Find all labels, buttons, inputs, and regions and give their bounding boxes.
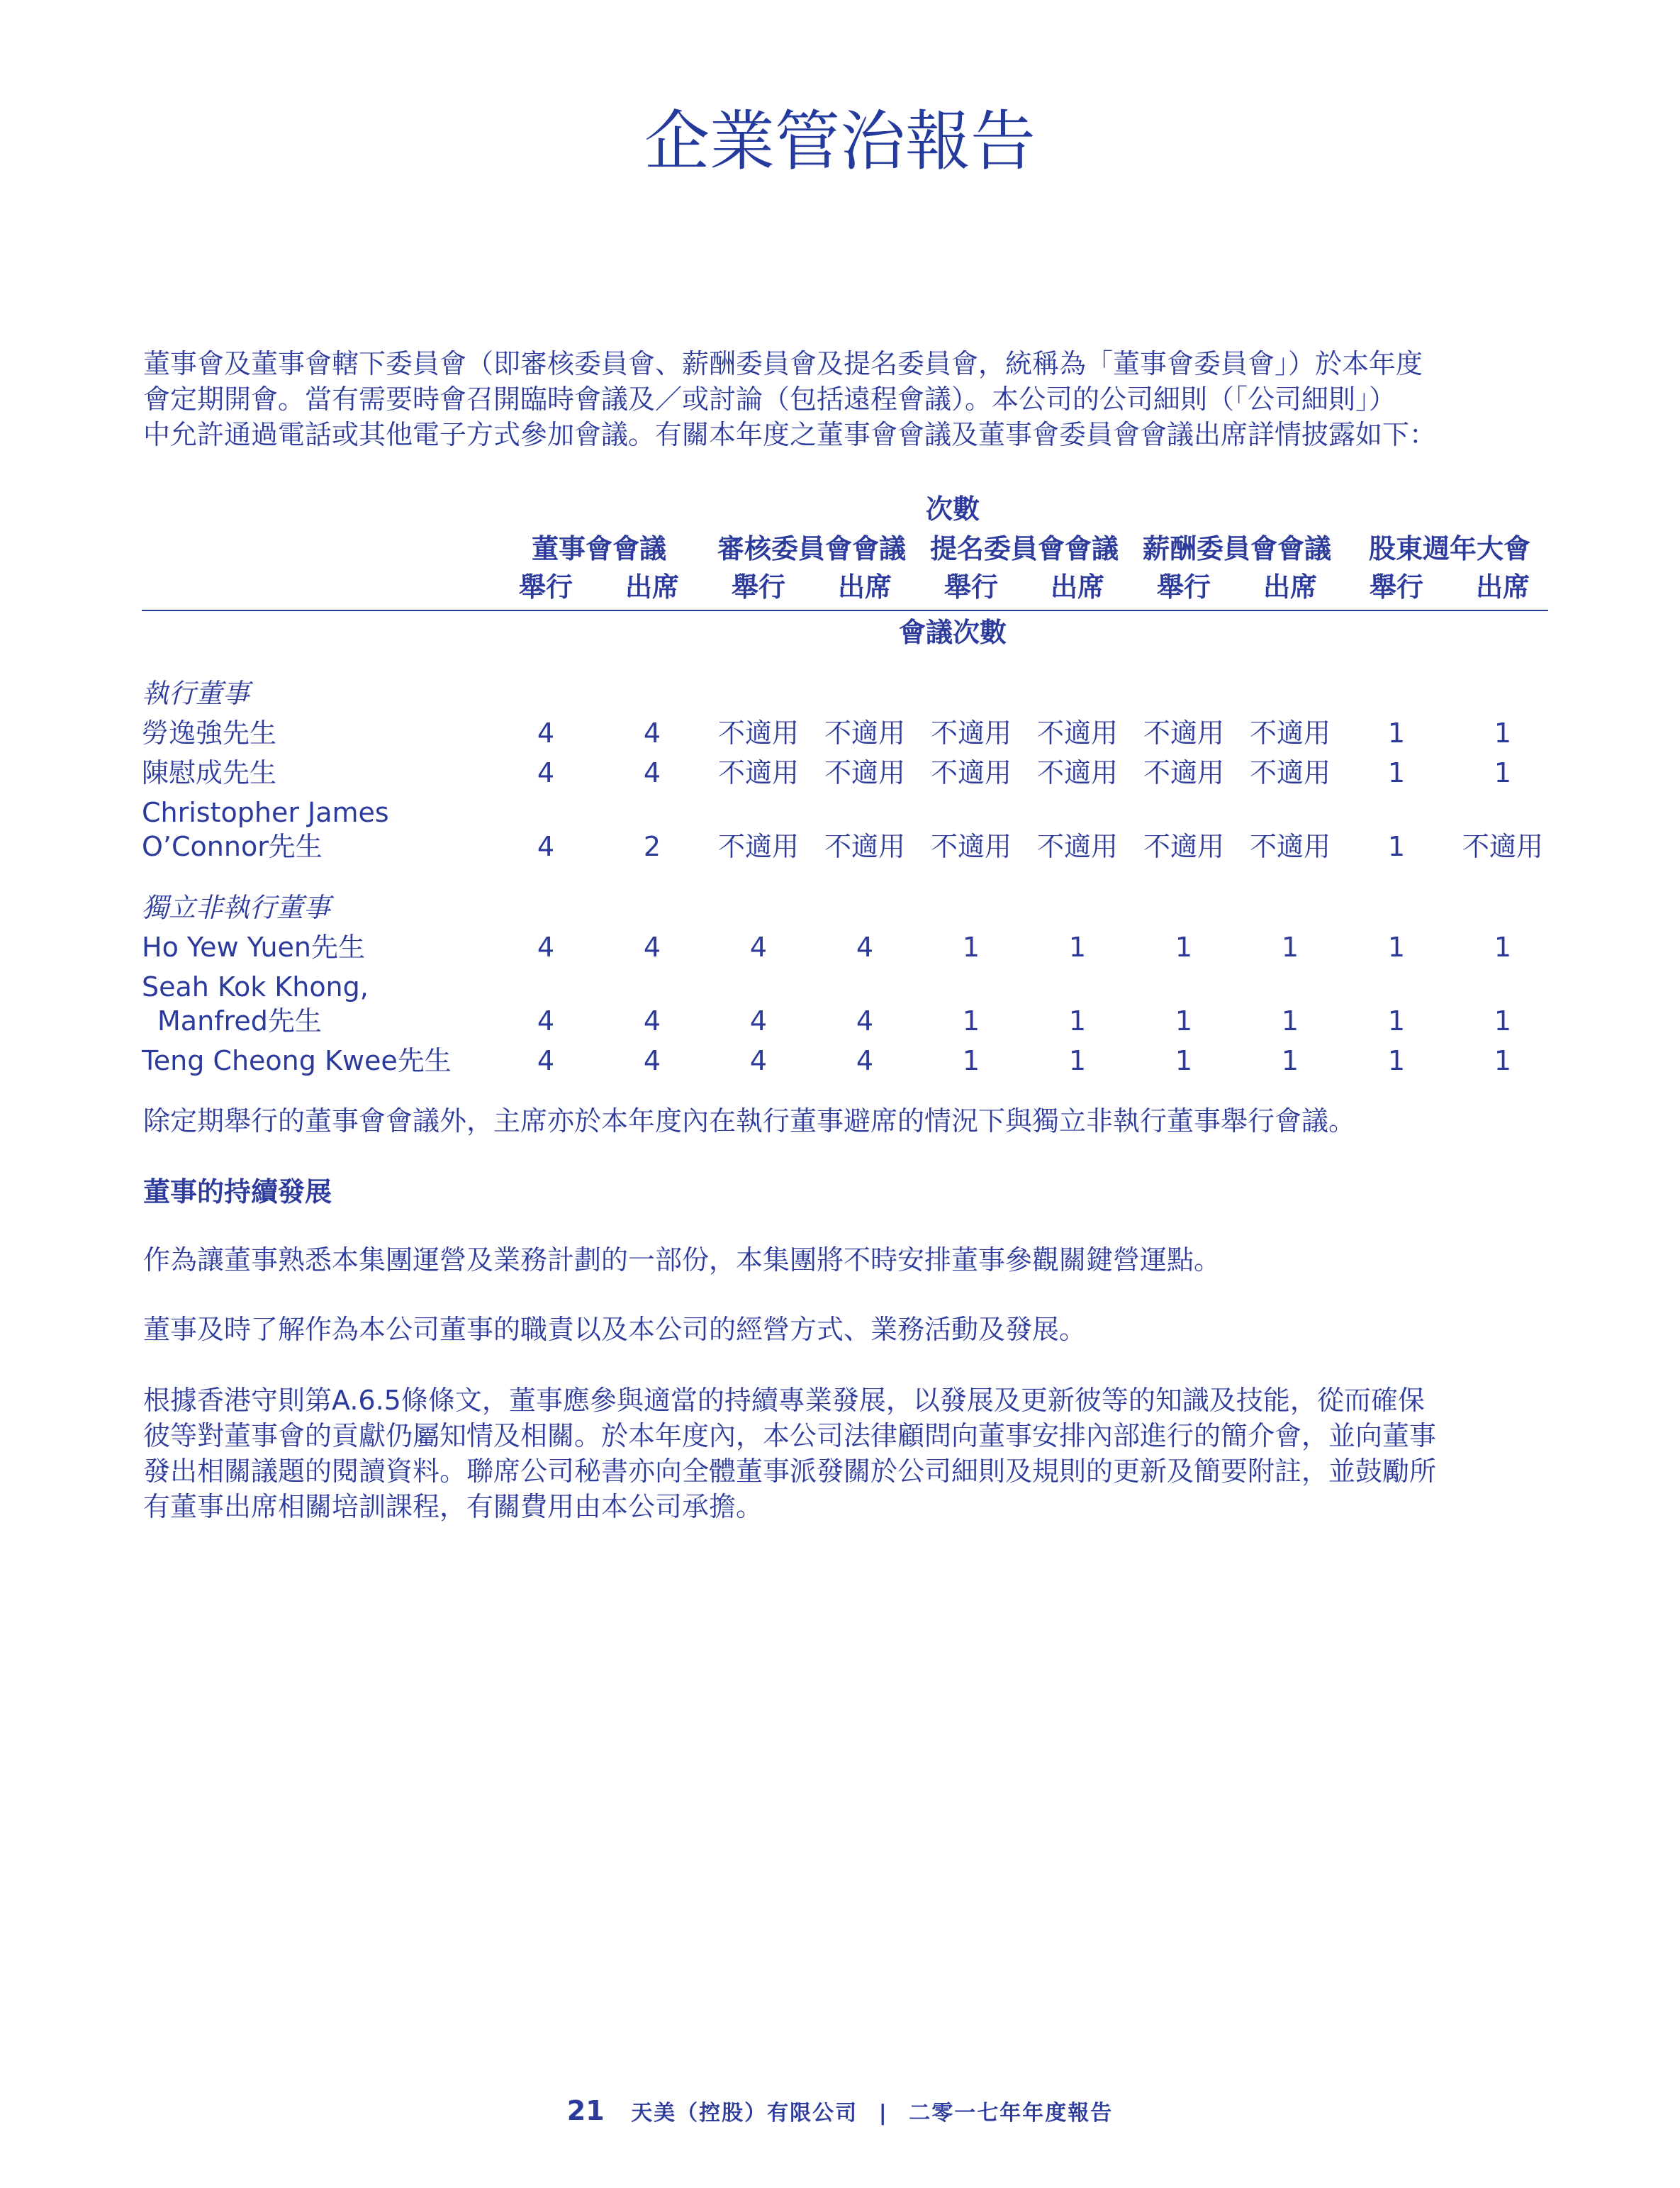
table-cell: 不適用 [1143, 757, 1224, 788]
table-cell: 1 [1387, 1045, 1406, 1076]
intro-line: 會定期開會。當有需要時會召開臨時會議及／或討論（包括遠程會議）。本公司的公司細則（「公司細則」） [143, 384, 1396, 415]
table-cell: 4 [537, 932, 555, 963]
table-sub-header: 出席 [837, 571, 892, 603]
page-title: 企業管治報告 [644, 104, 1036, 179]
table-cell: 不適用 [717, 831, 799, 862]
table-cell: 1 [1494, 1005, 1512, 1037]
table-header-rule [142, 610, 1548, 611]
table-cell: 1 [1175, 932, 1193, 963]
table-cell: 1 [1387, 831, 1406, 862]
paragraph-1-text: 作為讓董事熟悉本集團運營及業務計劃的一部份，本集團將不時安排董事參觀關鍵營運點。 [143, 1244, 1221, 1276]
table-unit-label: 會議次數 [898, 617, 1007, 648]
table-cell: 1 [1175, 1005, 1193, 1037]
table-cell: 1 [1494, 1045, 1512, 1076]
table-cell: 4 [537, 718, 555, 749]
intro-line: 董事會及董事會轄下委員會（即審核委員會、薪酬委員會及提名委員會，統稱為「董事會委員會」）於本年度 [143, 348, 1423, 379]
table-cell: 不適用 [1249, 757, 1331, 788]
table-sub-header: 出席 [625, 571, 679, 603]
table-sub-header: 出席 [1262, 571, 1317, 603]
paragraph-3-line: 發出相關議題的閱讀資料。聯席公司秘書亦向全體董事派發關於公司細則及規則的更新及簡要附註，並鼓勵所 [143, 1456, 1437, 1487]
table-row-name: Manfred先生 [157, 1005, 322, 1037]
table-cell: 不適用 [824, 831, 905, 862]
section-heading: 董事的持續發展 [143, 1176, 332, 1207]
table-cell: 不適用 [717, 757, 799, 788]
table-cell: 不適用 [930, 757, 1012, 788]
table-cell: 1 [1494, 932, 1512, 963]
table-cell: 1 [1068, 1005, 1087, 1037]
table-cell: 不適用 [930, 831, 1012, 862]
page-footer [0, 2093, 1680, 2131]
table-section-label: 獨立非執行董事 [142, 892, 331, 923]
table-section-label: 執行董事 [142, 678, 250, 709]
table-cell: 1 [962, 1045, 980, 1076]
table-cell: 4 [749, 1045, 768, 1076]
table-cell: 不適用 [1143, 831, 1224, 862]
table-cell: 1 [1387, 932, 1406, 963]
table-cell: 4 [537, 757, 555, 788]
table-cell: 4 [643, 757, 661, 788]
table-cell: 1 [1281, 1005, 1299, 1037]
paragraph-3-line: 彼等對董事會的貢獻仍屬知情及相關。於本年度內，本公司法律顧問向董事安排內部進行的簡介會，並向董事 [143, 1420, 1437, 1451]
table-cell: 4 [643, 718, 661, 749]
table-cell: 不適用 [1249, 718, 1331, 749]
table-cell: 1 [1494, 718, 1512, 749]
page-number: 21 [566, 2095, 605, 2126]
table-cell: 4 [537, 1005, 555, 1037]
table-cell: 2 [643, 831, 661, 862]
table-row-name: 勞逸強先生 [142, 718, 277, 749]
table-row-name: Teng Cheong Kwee先生 [142, 1045, 452, 1076]
table-cell: 4 [643, 1005, 661, 1037]
paragraph-2-text: 董事及時了解作為本公司董事的職責以及本公司的經營方式、業務活動及發展。 [143, 1314, 1087, 1345]
table-sub-header: 舉行 [1369, 571, 1423, 603]
footer-report: 二零一七年年度報告 [909, 2101, 1114, 2126]
table-sub-header: 舉行 [1156, 571, 1211, 603]
intro-line: 中允許通過電話或其他電子方式參加會議。有關本年度之董事會會議及董事會委員會會議出席詳情披露如下： [143, 419, 1437, 450]
table-row-name: 陳慰成先生 [142, 757, 277, 788]
table-cell: 4 [537, 831, 555, 862]
table-row-name: Ho Yew Yuen先生 [142, 932, 366, 963]
table-cell: 不適用 [1143, 718, 1224, 749]
table-row-name: Seah Kok Khong, [142, 971, 369, 1003]
table-cell: 1 [1387, 757, 1406, 788]
table-group-header: 董事會會議 [531, 533, 666, 564]
table-cell: 1 [962, 1005, 980, 1037]
table-row-name: O’Connor先生 [142, 831, 323, 862]
table-sub-header: 舉行 [943, 571, 998, 603]
table-cell: 不適用 [1036, 831, 1118, 862]
paragraph-1 [143, 1242, 1547, 1278]
table-cell: 4 [856, 1045, 874, 1076]
footer-company: 天美（控股）有限公司 [631, 2101, 858, 2126]
table-top-header: 次數 [925, 493, 980, 525]
table-cell: 4 [537, 1045, 555, 1076]
table-cell: 4 [856, 1005, 874, 1037]
table-group-header: 審核委員會會議 [717, 533, 906, 564]
table-cell: 1 [962, 932, 980, 963]
table-cell: 1 [1387, 718, 1406, 749]
table-cell: 1 [1494, 757, 1512, 788]
table-cell: 4 [749, 932, 768, 963]
table-cell: 1 [1281, 1045, 1299, 1076]
paragraph-3-line: 根據香港守則第A.6.5條條文，董事應參與適當的持續專業發展，以發展及更新彼等的知識及技能，從而確保 [143, 1385, 1425, 1416]
table-sub-header: 舉行 [518, 571, 573, 603]
table-cell: 4 [749, 1005, 768, 1037]
paragraph-3 [143, 1383, 1547, 1524]
table-cell: 1 [1175, 1045, 1193, 1076]
table-cell: 不適用 [930, 718, 1012, 749]
table-cell: 不適用 [1249, 831, 1331, 862]
table-sub-header: 出席 [1050, 571, 1104, 603]
table-sub-header: 出席 [1475, 571, 1530, 603]
table-cell: 4 [643, 1045, 661, 1076]
table-cell: 4 [856, 932, 874, 963]
footer-separator: | [878, 2101, 888, 2126]
paragraph-3-line: 有董事出席相關培訓課程，有關費用由本公司承擔。 [143, 1491, 763, 1522]
after-table-paragraph [143, 1103, 1547, 1139]
table-row-name: Christopher James [142, 797, 389, 828]
paragraph-2 [143, 1312, 1547, 1347]
table-cell: 不適用 [824, 718, 905, 749]
table-group-header: 股東週年大會 [1368, 533, 1530, 564]
table-cell: 4 [643, 932, 661, 963]
table-sub-header: 舉行 [731, 571, 785, 603]
table-cell: 不適用 [824, 757, 905, 788]
table-cell: 1 [1068, 932, 1087, 963]
table-cell: 不適用 [1036, 718, 1118, 749]
table-cell: 1 [1068, 1045, 1087, 1076]
table-group-header: 提名委員會會議 [929, 533, 1119, 564]
table-cell: 不適用 [717, 718, 799, 749]
table-cell: 1 [1281, 932, 1299, 963]
after-table-text: 除定期舉行的董事會會議外，主席亦於本年度內在執行董事避席的情況下與獨立非執行董事舉行會議。 [143, 1105, 1356, 1137]
intro-paragraph [143, 346, 1547, 452]
table-group-header: 薪酬委員會會議 [1142, 533, 1331, 564]
table-cell: 不適用 [1036, 757, 1118, 788]
table-cell: 不適用 [1462, 831, 1543, 862]
table-cell: 1 [1387, 1005, 1406, 1037]
